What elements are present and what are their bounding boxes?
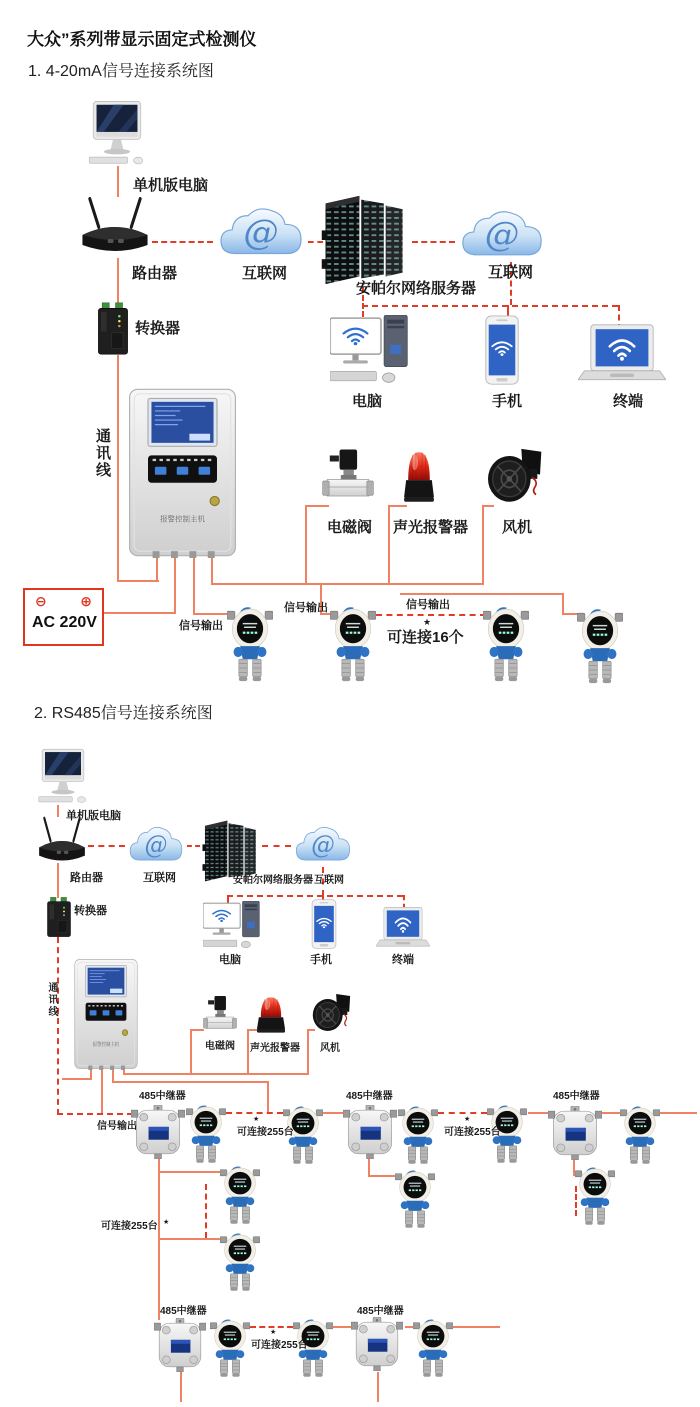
wire-dashed [362,305,618,307]
wire [180,1372,182,1402]
wire [267,1081,269,1113]
wire [158,1238,222,1240]
gas-detector-image [577,606,623,686]
rs485-repeater-image [154,1318,206,1372]
internet-label: 互联网 [314,875,344,886]
terminal-label: 终端 [613,393,644,410]
signal-output-label: 信号输出 [179,620,223,632]
signal-output-label: 信号输出 [406,599,450,611]
solenoid-valve-image [203,995,237,1037]
standalone-pc-label: 单机版电脑 [66,810,121,822]
section1-title: 1. 4-20mA信号连接系统图 [28,63,214,80]
wire-dashed [262,845,291,847]
capacity-label: 可连接16个 [387,629,464,646]
terminal-laptop-image [376,906,430,950]
pc-label: 电脑 [352,393,383,410]
capacity-label: 可连接255台 [251,1340,308,1351]
fan-image [310,992,352,1034]
desktop-pc-image [330,315,415,387]
wire [307,1029,309,1075]
wire [193,613,231,615]
wire [211,583,484,585]
rs485-repeater-image [343,1105,397,1159]
fan-label: 风机 [320,1043,340,1054]
wire [453,1326,500,1328]
comm-line-label: 通讯线 [46,982,57,1018]
capacity-label: 可连接255台 [237,1127,294,1138]
gas-detector-image [186,1103,226,1165]
gas-detector-image [330,604,376,684]
wire [368,1157,370,1177]
rs485-repeater-image [131,1105,185,1159]
wire [377,1372,379,1402]
wire [190,1029,192,1075]
repeater-label: 485中继器 [160,1306,207,1317]
wire-dashed [57,1113,133,1115]
beacon-label: 声光报警器 [250,1043,300,1054]
wire [323,1112,343,1114]
converter-label: 转换器 [135,320,181,337]
repeater-label: 485中继器 [346,1091,393,1102]
beacon-label: 声光报警器 [393,519,469,536]
gas-detector-image [575,1165,615,1227]
rs485-repeater-image [548,1106,602,1160]
phone-label: 手机 [492,393,523,410]
wire-dashed [152,241,213,243]
internet-cloud-image [291,823,355,867]
router-label: 路由器 [70,872,103,884]
internet-label: 互联网 [242,265,288,282]
wire [117,580,159,582]
wire-dashed [187,845,200,847]
converter-image [94,301,132,356]
capacity-label: 可连接255台 [444,1127,501,1138]
star-marker: ★ [270,1329,277,1336]
wire [305,505,307,583]
converter-label: 转换器 [74,905,107,917]
wire [660,1112,697,1114]
wire [112,1081,269,1083]
network-server-image [318,192,412,288]
wire-dashed [412,241,455,243]
router-image [78,195,152,259]
ac-plus-sign: ⊕ [80,593,92,609]
wire [123,1070,125,1075]
wire [388,505,390,583]
gas-detector-image [413,1317,453,1379]
wire-dashed [88,845,125,847]
phone-label: 手机 [310,954,332,966]
repeater-label: 485中继器 [553,1091,600,1102]
wire [482,505,484,583]
wire [117,258,119,303]
standalone-pc-label: 单机版电脑 [133,177,209,194]
converter-image [44,896,74,938]
valve-label: 电磁阀 [327,519,373,536]
standalone-computer-image [34,748,92,806]
wire [100,612,176,614]
gas-detector-image [210,1317,250,1379]
beacon-alarm-image [254,993,288,1037]
wire-dashed [57,937,59,1115]
desktop-pc-image [203,901,265,951]
repeater-label: 485中继器 [357,1306,404,1317]
solenoid-valve-image [322,448,374,508]
wire [211,558,213,585]
fan-image [484,446,544,506]
internet-label: 互联网 [488,264,534,281]
wire [528,1112,548,1114]
alarm-controller-image [72,958,140,1070]
terminal-laptop-image [578,323,666,385]
wire-dashed [227,895,403,897]
wire [62,1078,90,1080]
phone-image [483,315,521,385]
gas-detector-image [395,1168,435,1230]
wire [156,558,158,582]
fan-label: 风机 [502,519,533,536]
internet-label: 互联网 [143,872,176,884]
star-marker: ★ [464,1116,471,1123]
wire [400,593,562,595]
star-marker: ★ [253,1116,260,1123]
wire [193,558,195,615]
ac-minus-sign: ⊖ [35,593,47,609]
rs485-repeater-image [351,1317,403,1371]
wire [333,1326,352,1328]
wire [117,166,119,197]
internet-cloud-image [213,203,309,263]
pc-label: 电脑 [219,954,241,966]
gas-detector-image [483,604,529,684]
internet-cloud-image [125,823,187,867]
wire [562,593,564,615]
wire-dashed [205,1184,207,1238]
wire [158,1171,222,1173]
server-label: 安帕尔网络服务器 [233,875,313,886]
phone-image [310,899,338,949]
repeater-label: 485中继器 [139,1091,186,1102]
terminal-label: 终端 [392,954,414,966]
section2-title: 2. RS485信号连接系统图 [34,705,213,722]
server-label: 安帕尔网络服务器 [356,280,477,297]
gas-detector-image [220,1164,260,1226]
wire [190,1029,204,1031]
signal-output-label: 信号输出 [284,602,328,614]
gas-detector-image [220,1231,260,1293]
page-title: 大众”系列带显示固定式检测仪 [27,30,257,49]
wire-dashed [250,1326,293,1328]
wire-dashed [376,614,486,616]
wire [247,1029,249,1075]
signal-output-label: 信号输出 [97,1121,137,1132]
router-label: 路由器 [132,265,178,282]
wire-dashed [226,1112,283,1114]
gas-detector-image [620,1104,660,1166]
wire [101,1070,103,1115]
wire [600,1112,620,1114]
star-marker: ★ [423,617,432,627]
standalone-computer-image [84,100,150,168]
gas-detector-image [398,1104,438,1166]
ac-voltage-label: AC 220V [32,614,97,631]
alarm-controller-image [125,387,240,558]
ac-power-box [23,588,104,646]
wire [117,355,119,582]
gas-detector-image [227,604,273,684]
star-marker: ★ [163,1219,170,1226]
capacity-label: 可连接255台 [101,1221,158,1232]
valve-label: 电磁阀 [205,1041,235,1052]
wire [174,558,176,614]
internet-cloud-image [455,206,549,264]
wire [90,1070,92,1080]
wire [123,1073,309,1075]
wire [368,1175,396,1177]
comm-line-label: 通讯线 [94,428,111,479]
wire [57,863,59,898]
beacon-alarm-image [401,446,437,508]
wire-dashed [438,1112,487,1114]
